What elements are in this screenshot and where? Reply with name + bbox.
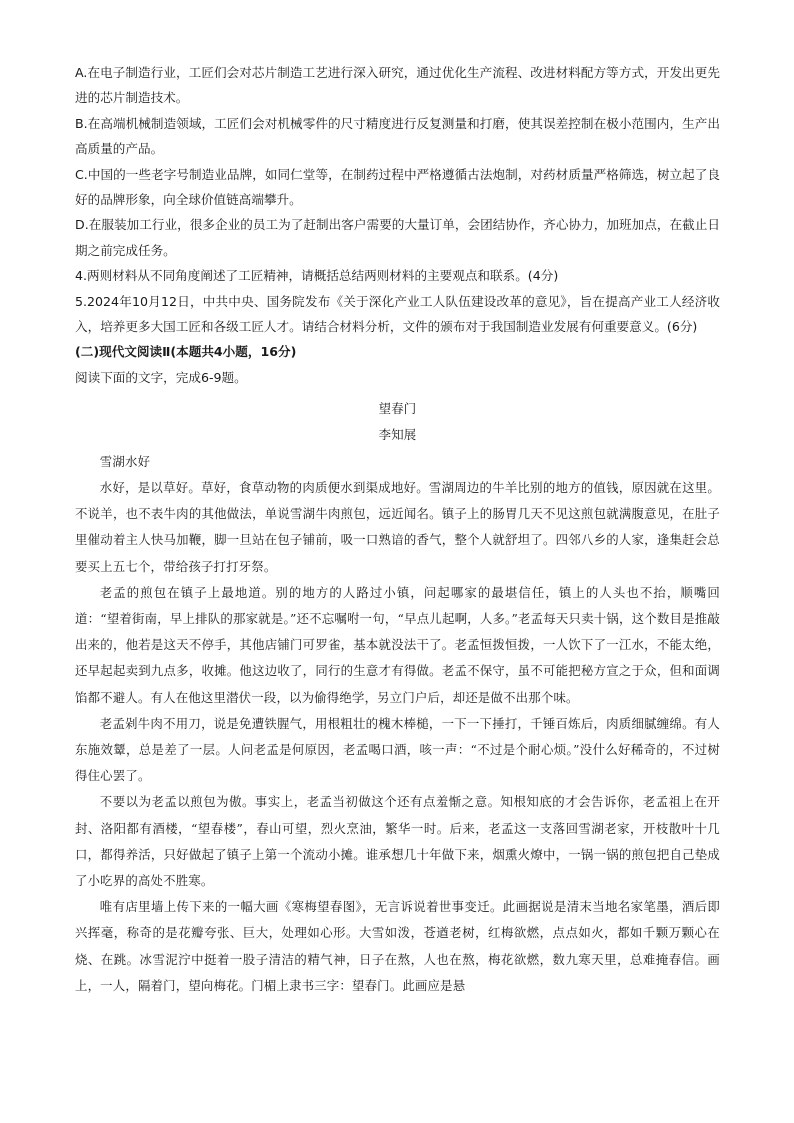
story [75,396,720,999]
story-paragraph: 水好，是以草好。草好，食草动物的肉质便水到渠成地好。雪湖周边的牛羊比别的地方的值钱，原因就在这里。不说羊，也不表牛肉的其他做法，单说雪湖牛肉煎包，远近闻名。镇子上的肠胃几天不见这煎包就满腹意见，在肚子里催动着主人快马加鞭，脚一旦站在包子铺前，吸一口熟谙的香气，整个人就舒坦了。四邻八乡的人家，逢集赶会总要买上五七个，带给孩子打打牙祭。 [75,479,720,574]
option-a: A.在电子制造行业，工匠们会对芯片制造工艺进行深入研究，通过优化生产流程、改进材料配方等方式，开发出更先进的芯片制造技术。 [75,65,720,106]
question-4: 4.两则材料从不同角度阐述了工匠精神，请概括总结两则材料的主要观点和联系。(4分) [75,268,559,284]
option-d: D.在服装加工行业，很多企业的员工为了赶制出客户需要的大量订单，会团结协作，齐心协力，加班加点，在截止日期之前完成任务。 [75,217,720,258]
option-b: B.在高端机械制造领域，工匠们会对机械零件的尺寸精度进行反复测量和打磨，使其误差控制在极小范围内，生产出高质量的产品。 [75,115,720,157]
story-paragraph: 老孟剁牛肉不用刀，说是免遭铁腥气，用根粗壮的槐木棒槌，一下一下捶打，千锤百炼后，肉质细腻缠绵。有人东施效颦，总是差了一层。人问老孟是何原因，老孟喝口酒，咳一声：“不过是个耐心烦。”没什么好稀奇的，不过树得住心罢了。 [75,715,720,784]
question-5: 5.2024年10月12日，中共中央、国务院发布《关于深化产业工人队伍建设改革的意见》，旨在提高产业工人经济收入，培养更多大国工匠和各级工匠人才。请结合材料分析，文件的颁布对于我国制造业发展有何重要意义。(6分) [75,293,720,335]
document-page [75,60,720,999]
story-title: 望春门 [378,401,417,417]
story-author: 李知展 [378,427,417,443]
section-instruction: 阅读下面的文字，完成6-9题。 [75,369,247,385]
story-paragraph: 老孟的煎包在镇子上最地道。别的地方的人路过小镇，问起哪家的最堪信任，镇上的人头也不抬，顺嘴回道：“望着街南，早上排队的那家就是。”还不忘嘱咐一句，“早点儿起啊，人多。”老孟每天只卖十锅，这个数目是推敲出来的，他若是这天不停手，其他店铺门可罗雀，基本就没法干了。老孟恒拨恒拨，一人饮下了一江水，不能太绝，还早起起卖到九点多，收摊。他这边收了，同行的生意才有得做。老孟不保守，虽不可能把秘方宣之于众，但和面调馅都不避人。有人在他这里潜伏一段，以为偷得绝学，另立门户后，却还是做不出那个味。 [75,584,720,705]
story-paragraph: 不要以为老孟以煎包为傲。事实上，老孟当初做这个还有点羞惭之意。知根知底的才会告诉你，老孟祖上在开封、洛阳都有酒楼，“望春楼”，春山可望，烈火烹油，繁华一时。后来，老孟这一支落回雪湖老家，开枝散叶十几口，都得养活，只好做起了镇子上第一个流动小摊。谁承想几十年做下来，烟熏火燎中，一锅一锅的煎包把自己垫成了小吃界的高处不胜寒。 [75,794,720,888]
option-c: C.中国的一些老字号制造业品牌，如同仁堂等，在制药过程中严格遵循古法炮制，对药材质量严格筛选，树立起了良好的品牌形象，向全球价值链高端攀升。 [75,166,720,208]
story-subtitle: 雪湖水好 [99,453,151,469]
story-paragraph: 唯有店里墙上传下来的一幅大画《寒梅望春图》，无言诉说着世事变迁。此画据说是清末当地名家笔墨，酒后即兴挥毫，称奇的是花瓣夸张、巨大，处理如心形。大雪如泼，苍遒老树，红梅欲燃，点点如火，都如千颗万颗心在烧、在跳。冰雪泥泞中挺着一股子清洁的精气神，日子在熬，人也在熬，梅花欲燃，数九寒天里，总难掩春信。画上，一人，隔着门，望向梅花。门楣上隶书三字：望春门。此画应是悬 [75,899,720,993]
section-heading: (二)现代文阅读Ⅱ(本题共4小题，16分) [75,344,297,360]
